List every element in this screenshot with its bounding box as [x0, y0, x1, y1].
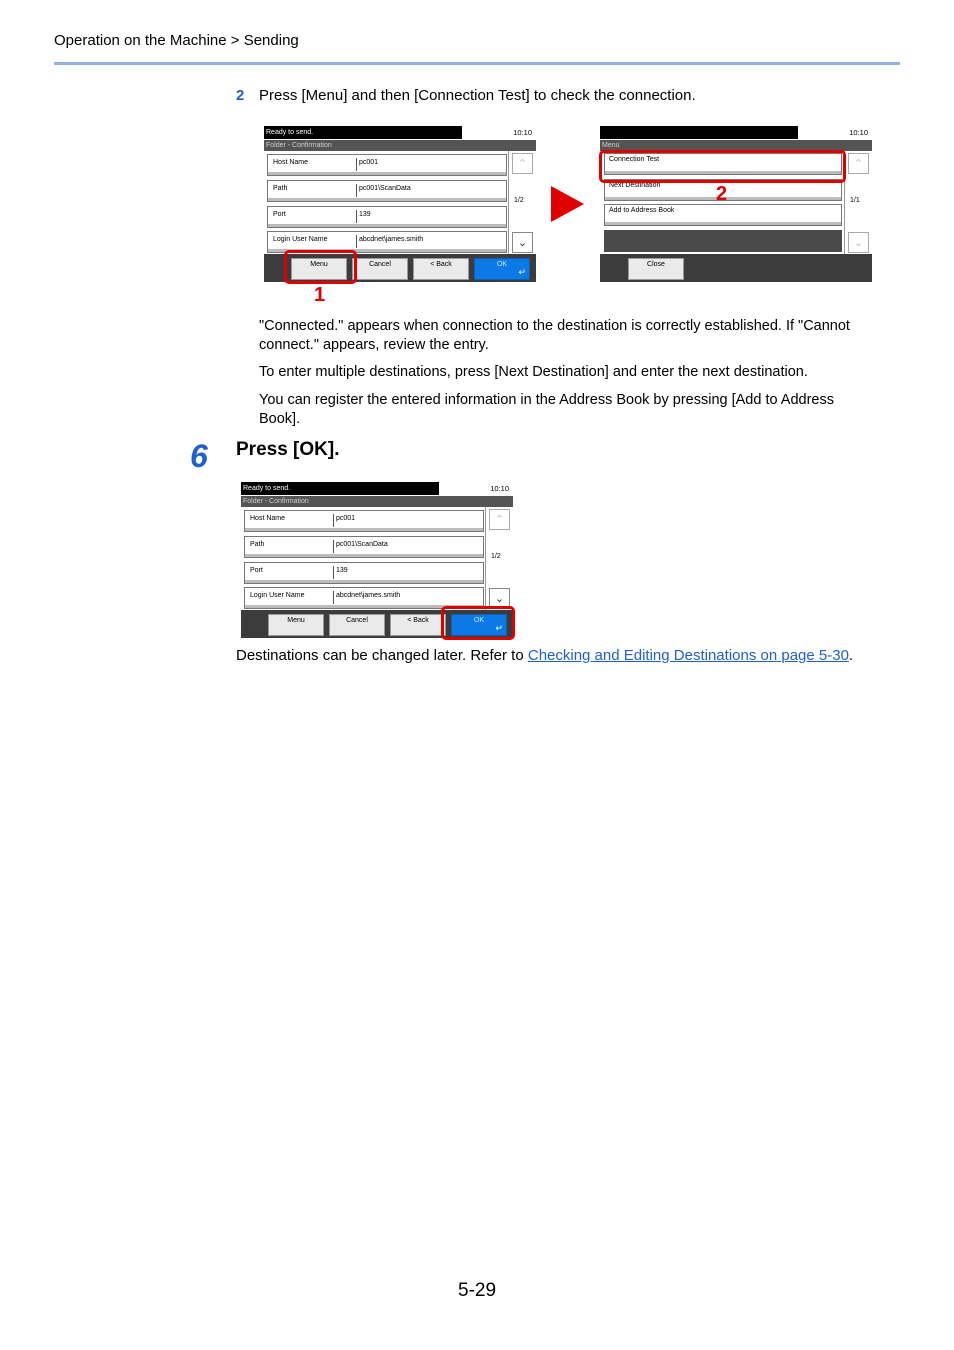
row-label: Port: [250, 567, 263, 574]
menu-item-add-to-address-book[interactable]: [604, 204, 842, 226]
destinations-note: Destinations can be changed later. Refer to Checking and Editing Destinations on page 5-30.: [236, 647, 854, 664]
chevron-up-icon[interactable]: ⌃: [489, 509, 510, 530]
screen-title: Folder - Confirmation: [264, 140, 536, 151]
screen-title: Menu: [600, 140, 872, 151]
highlight-menu-button: [284, 250, 357, 284]
chevron-down-icon[interactable]: ⌄: [512, 232, 533, 253]
row-value: pc001: [333, 514, 355, 527]
checking-editing-destinations-link[interactable]: Checking and Editing Destinations on page 5-30: [527, 647, 849, 664]
enter-icon: ↵: [495, 623, 503, 633]
highlight-ok-button: [441, 606, 515, 640]
note-next-destination: To enter multiple destinations, press [Next Destination] and enter the next destination.: [259, 364, 808, 380]
cancel-button[interactable]: Cancel: [329, 614, 385, 636]
row-label: Host Name: [250, 515, 286, 522]
cancel-button[interactable]: Cancel: [352, 258, 408, 280]
row-path[interactable]: [267, 180, 507, 202]
enter-icon: ↵: [518, 267, 526, 277]
page-number: 5-29: [458, 1280, 497, 1301]
status-text: Ready to send.: [264, 126, 462, 139]
chevron-down-icon[interactable]: ⌄: [848, 232, 869, 253]
clock: 10:10: [849, 128, 868, 137]
ok-label: OK: [473, 617, 485, 624]
chevron-up-icon[interactable]: ⌃: [848, 153, 869, 174]
chevron-up-icon[interactable]: ⌃: [512, 153, 533, 174]
row-label: Port: [273, 211, 286, 218]
back-button[interactable]: < Back: [390, 614, 446, 636]
note-address-book: You can register the entered information in the Address Book by pressing [Add to Address Book].: [259, 392, 834, 427]
menu-item-label: Next Destination: [609, 182, 661, 189]
back-button[interactable]: < Back: [413, 258, 469, 280]
row-label: Path: [250, 541, 265, 548]
ok-button[interactable]: [474, 258, 530, 280]
menu-item-label: Add to Address Book: [609, 207, 675, 214]
row-host-name[interactable]: [267, 154, 507, 176]
status-bar: [600, 126, 798, 139]
page-indicator: 1/1: [850, 197, 860, 204]
row-value: pc001\ScanData: [333, 540, 388, 553]
callout-1: 1: [314, 284, 326, 306]
row-host-name[interactable]: [244, 510, 484, 532]
row-value: 139: [333, 566, 348, 579]
page-indicator: 1/2: [491, 553, 501, 560]
row-value: abcdnet\james.smith: [333, 591, 400, 604]
screen-title: Folder - Confirmation: [241, 496, 513, 507]
scroll-column: [844, 151, 872, 254]
row-label: Login User Name: [273, 236, 328, 243]
row-label: Path: [273, 185, 288, 192]
chevron-down-icon[interactable]: ⌄: [489, 588, 510, 609]
row-value: pc001: [356, 158, 378, 171]
row-port[interactable]: [267, 206, 507, 228]
header-rule: [54, 62, 900, 65]
empty-row: [604, 230, 842, 252]
ok-label: OK: [496, 261, 508, 268]
row-value: abcdnet\james.smith: [356, 235, 423, 248]
step-number: 6: [190, 438, 208, 474]
row-port[interactable]: [244, 562, 484, 584]
row-value: pc001\ScanData: [356, 184, 411, 197]
close-button[interactable]: Close: [628, 258, 684, 280]
breadcrumb: Operation on the Machine > Sending: [54, 32, 299, 49]
menu-item-label: Connection Test: [609, 156, 660, 163]
row-label: Login User Name: [250, 592, 305, 599]
scroll-column: [508, 151, 536, 254]
status-text: Ready to send.: [241, 482, 439, 495]
row-value: 139: [356, 210, 371, 223]
callout-2: 2: [716, 183, 728, 205]
note-connected: "Connected." appears when connection to the destination is correctly established. If "Cannot connect." appears, review the entry.: [259, 318, 850, 353]
clock: 10:10: [513, 128, 532, 137]
step-number: 2: [236, 87, 245, 104]
menu-button[interactable]: Menu: [291, 258, 347, 280]
step-heading: Press [OK].: [236, 439, 340, 460]
clock: 10:10: [490, 484, 509, 493]
page-indicator: 1/2: [514, 197, 524, 204]
highlight-connection-test: [599, 150, 846, 183]
menu-button[interactable]: Menu: [268, 614, 324, 636]
scroll-column: [485, 507, 513, 610]
step-text: Press [Menu] and then [Connection Test] to check the connection.: [259, 87, 696, 104]
row-label: Host Name: [273, 159, 309, 166]
row-path[interactable]: [244, 536, 484, 558]
arrow-right-icon: [551, 186, 584, 222]
